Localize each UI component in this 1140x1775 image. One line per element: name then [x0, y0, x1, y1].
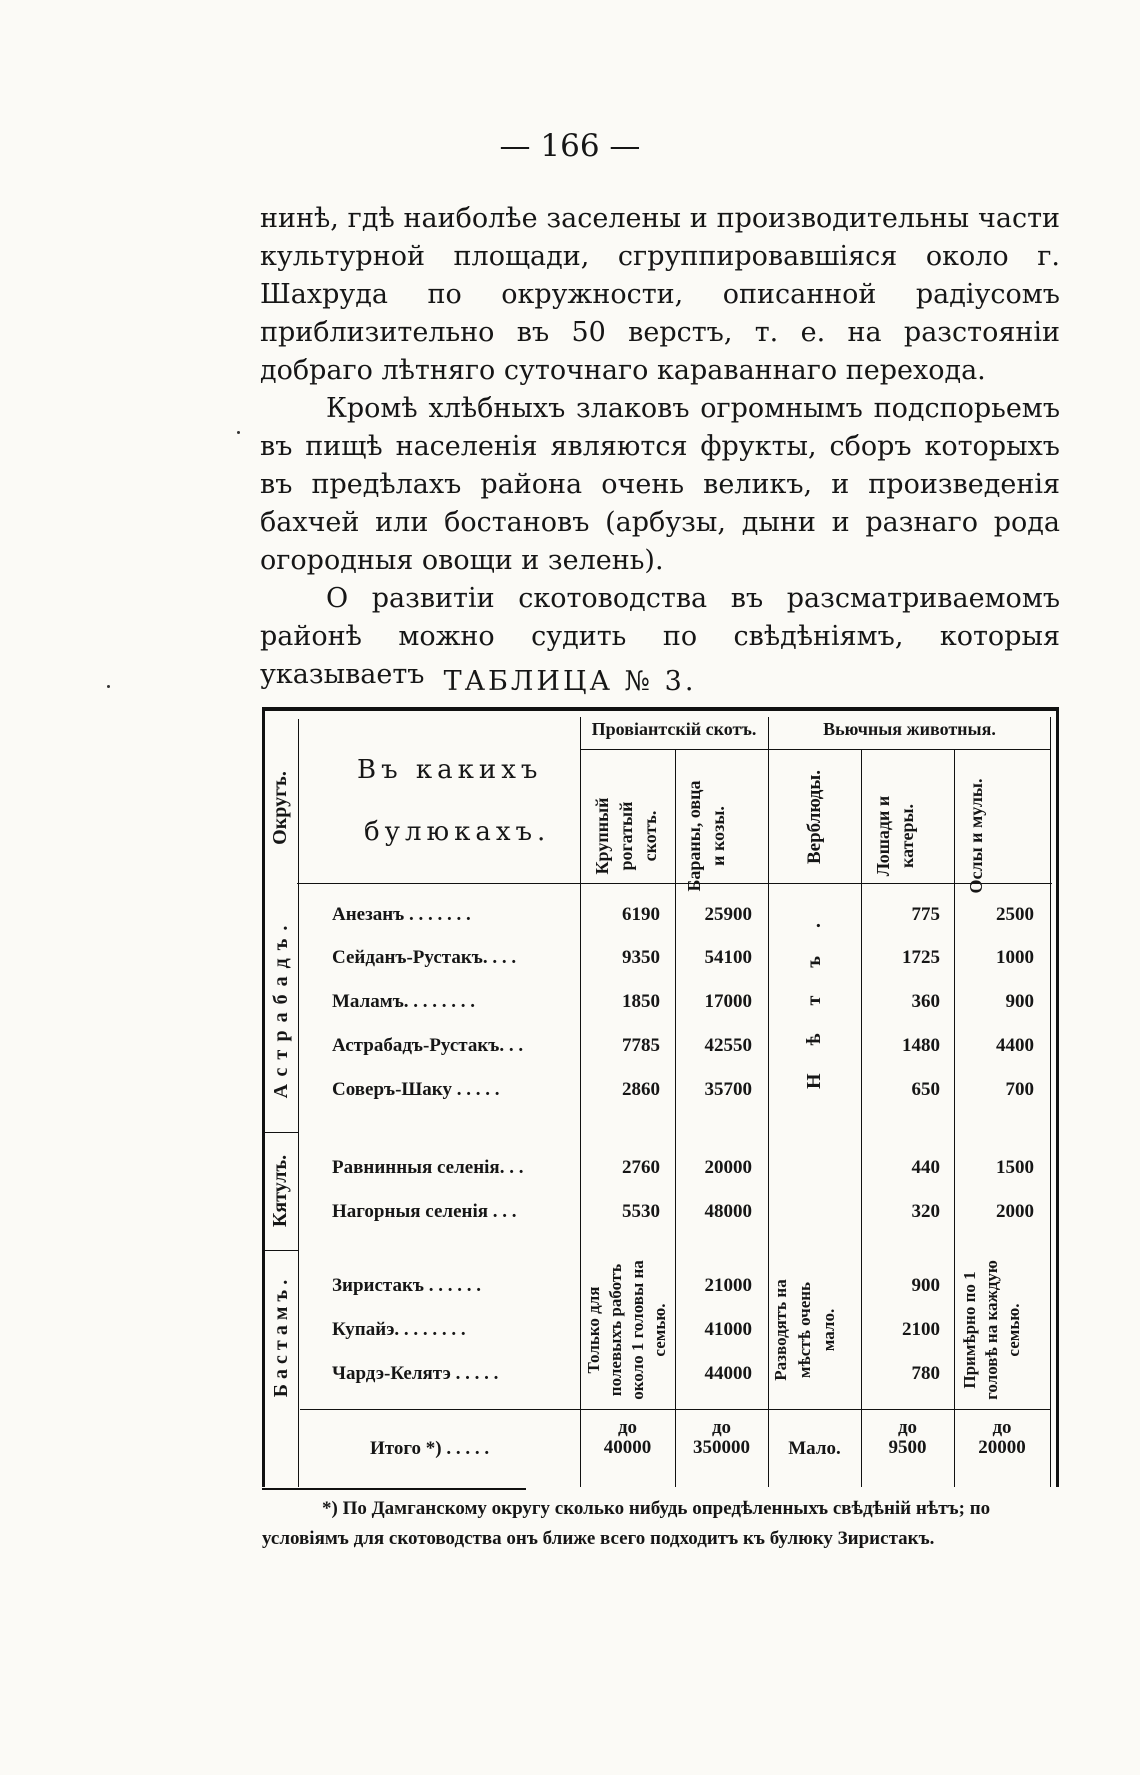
cell-sheep: 42550	[704, 1035, 752, 1056]
row-name: Маламъ. . . . . . . .	[332, 991, 476, 1012]
district-kyatul: Кятулъ.	[269, 1154, 291, 1228]
total-donkeys-prefix: до	[992, 1417, 1012, 1438]
cell-sheep: 44000	[704, 1363, 752, 1384]
cell-donkeys: 900	[1005, 991, 1034, 1012]
cell-donkeys: 700	[1005, 1079, 1034, 1100]
body-text	[260, 200, 1060, 694]
header-cattle: Крупный рогатый скотъ.	[592, 797, 660, 875]
header-bulyuk-line1: Въ какихъ	[357, 755, 543, 785]
header-horses: Лошади и катеры.	[873, 795, 917, 877]
total-horses	[861, 1418, 954, 1458]
cell-cattle: 1850	[622, 991, 660, 1012]
cell-donkeys: 2500	[996, 904, 1034, 925]
row-name: Астрабадъ-Рустакъ. . .	[332, 1035, 524, 1056]
total-horses-prefix: до	[897, 1417, 918, 1438]
cell-horses: 780	[911, 1363, 940, 1384]
cell-cattle: 2760	[622, 1157, 660, 1178]
total-sheep	[675, 1418, 768, 1458]
cell-sheep: 17000	[704, 991, 752, 1012]
total-camels: Мало.	[788, 1438, 841, 1459]
cell-cattle: 7785	[622, 1035, 660, 1056]
total-cattle-value: 40000	[603, 1437, 652, 1458]
header-donkeys: Ослы и мулы.	[966, 778, 986, 894]
paragraph-2: Кромѣ хлѣбныхъ злаковъ огромнымъ подспорьемъ въ пищѣ населенiя являются фрукты, сборъ которыхъ въ предѣлахъ района очень великъ, и произведенiя бахчей или бостановъ (арбузы, дыни и разнаго рода огородныя овощи и зелень).	[260, 393, 1060, 576]
footnote: *) По Дамганскому округу сколько нибудь опредѣленныхъ свѣдѣнiй нѣтъ; по условiямъ для скотоводства онъ ближе всего подходитъ къ булюку Зиристакъ.	[262, 1498, 991, 1549]
row-name: Чардэ-Келятэ . . . . .	[332, 1363, 499, 1384]
cell-sheep: 20000	[704, 1157, 752, 1178]
row-name: Анезанъ . . . . . . .	[332, 904, 471, 925]
header-group-provision: Провiантскiй скотъ.	[591, 719, 757, 739]
footnote-rule	[262, 1488, 526, 1490]
cell-horses: 775	[911, 904, 940, 925]
note-bastam-donkeys: Примѣрно по 1 головѣ на каждую семью.	[960, 1260, 1023, 1400]
cell-donkeys: 1500	[996, 1157, 1034, 1178]
total-sheep-prefix: до	[711, 1417, 732, 1438]
cell-cattle: 9350	[622, 947, 660, 968]
header-camels: Верблюды.	[804, 770, 825, 864]
total-horses-value: 9500	[888, 1437, 927, 1458]
note-bastam-camels: Разводятъ на мѣстѣ очень мало.	[771, 1279, 838, 1381]
cell-horses: 440	[911, 1157, 940, 1178]
cell-horses: 2100	[902, 1319, 940, 1340]
cell-horses: 900	[911, 1275, 940, 1296]
cell-sheep: 54100	[704, 947, 752, 968]
paragraph-3: О развитiи скотоводства въ разсматриваемомъ районѣ можно судить по свѣдѣнiямъ, которыя указываетъ	[260, 583, 1060, 690]
total-label: Итого *) . . . . .	[370, 1438, 490, 1459]
cell-sheep: 35700	[704, 1079, 752, 1100]
row-name: Зиристакъ . . . . . .	[332, 1275, 482, 1296]
total-cattle-prefix: до	[617, 1417, 638, 1438]
total-donkeys-value: 20000	[978, 1437, 1026, 1458]
cell-camels-merged: Нѣтъ.	[803, 894, 825, 1089]
total-cattle	[580, 1418, 675, 1458]
header-okrug: Округъ.	[269, 771, 291, 845]
cell-horses: 650	[911, 1079, 940, 1100]
cell-donkeys: 2000	[996, 1201, 1034, 1222]
note-bastam-cattle: Только для полевыхъ работъ около 1 головы на семью.	[584, 1260, 669, 1400]
district-bastam: Бастамъ.	[270, 1274, 292, 1398]
row-name: Равнинныя селенiя. . .	[332, 1157, 524, 1178]
row-name: Нагорныя селенiя . . .	[332, 1201, 517, 1222]
cell-sheep: 41000	[704, 1319, 752, 1340]
row-name: Соверъ-Шаку . . . . .	[332, 1079, 500, 1100]
header-group-pack: Вьючныя животныя.	[823, 719, 996, 739]
ink-speck	[107, 685, 110, 688]
cell-sheep: 48000	[704, 1201, 752, 1222]
cell-sheep: 21000	[704, 1275, 752, 1296]
cell-horses: 360	[911, 991, 940, 1012]
row-name: Купайэ. . . . . . . .	[332, 1319, 466, 1340]
cell-cattle: 5530	[622, 1201, 660, 1222]
header-bulyuk-line2: булюкахъ.	[364, 817, 551, 847]
paragraph-1: нинѣ, гдѣ наиболѣе заселены и производительны части культурной площади, сгруппировавшiяся около г. Шахруда по окружности, описанной радiусомъ приблизительно въ 50 верстъ, т. е. на разстоянiи добраго лѣтняго суточнаго караваннаго перехода.	[260, 203, 1060, 386]
district-astrabad: Астрабадъ.	[270, 917, 292, 1099]
ink-speck	[237, 431, 240, 434]
cell-cattle: 2860	[622, 1079, 660, 1100]
cell-sheep: 25900	[704, 904, 752, 925]
cell-horses: 1480	[902, 1035, 940, 1056]
livestock-table	[262, 707, 1059, 1487]
table-caption: ТАБЛИЦА № 3.	[443, 666, 697, 697]
cell-donkeys: 1000	[996, 947, 1034, 968]
cell-cattle: 6190	[622, 904, 660, 925]
page-number: — 166 —	[499, 128, 641, 164]
cell-horses: 1725	[902, 947, 940, 968]
header-sheep: Бараны, овца и козы.	[684, 780, 728, 892]
cell-horses: 320	[911, 1201, 940, 1222]
cell-donkeys: 4400	[996, 1035, 1034, 1056]
row-name: Сейданъ-Рустакъ. . . .	[332, 947, 517, 968]
total-sheep-value: 350000	[693, 1437, 750, 1458]
total-donkeys	[954, 1418, 1050, 1458]
